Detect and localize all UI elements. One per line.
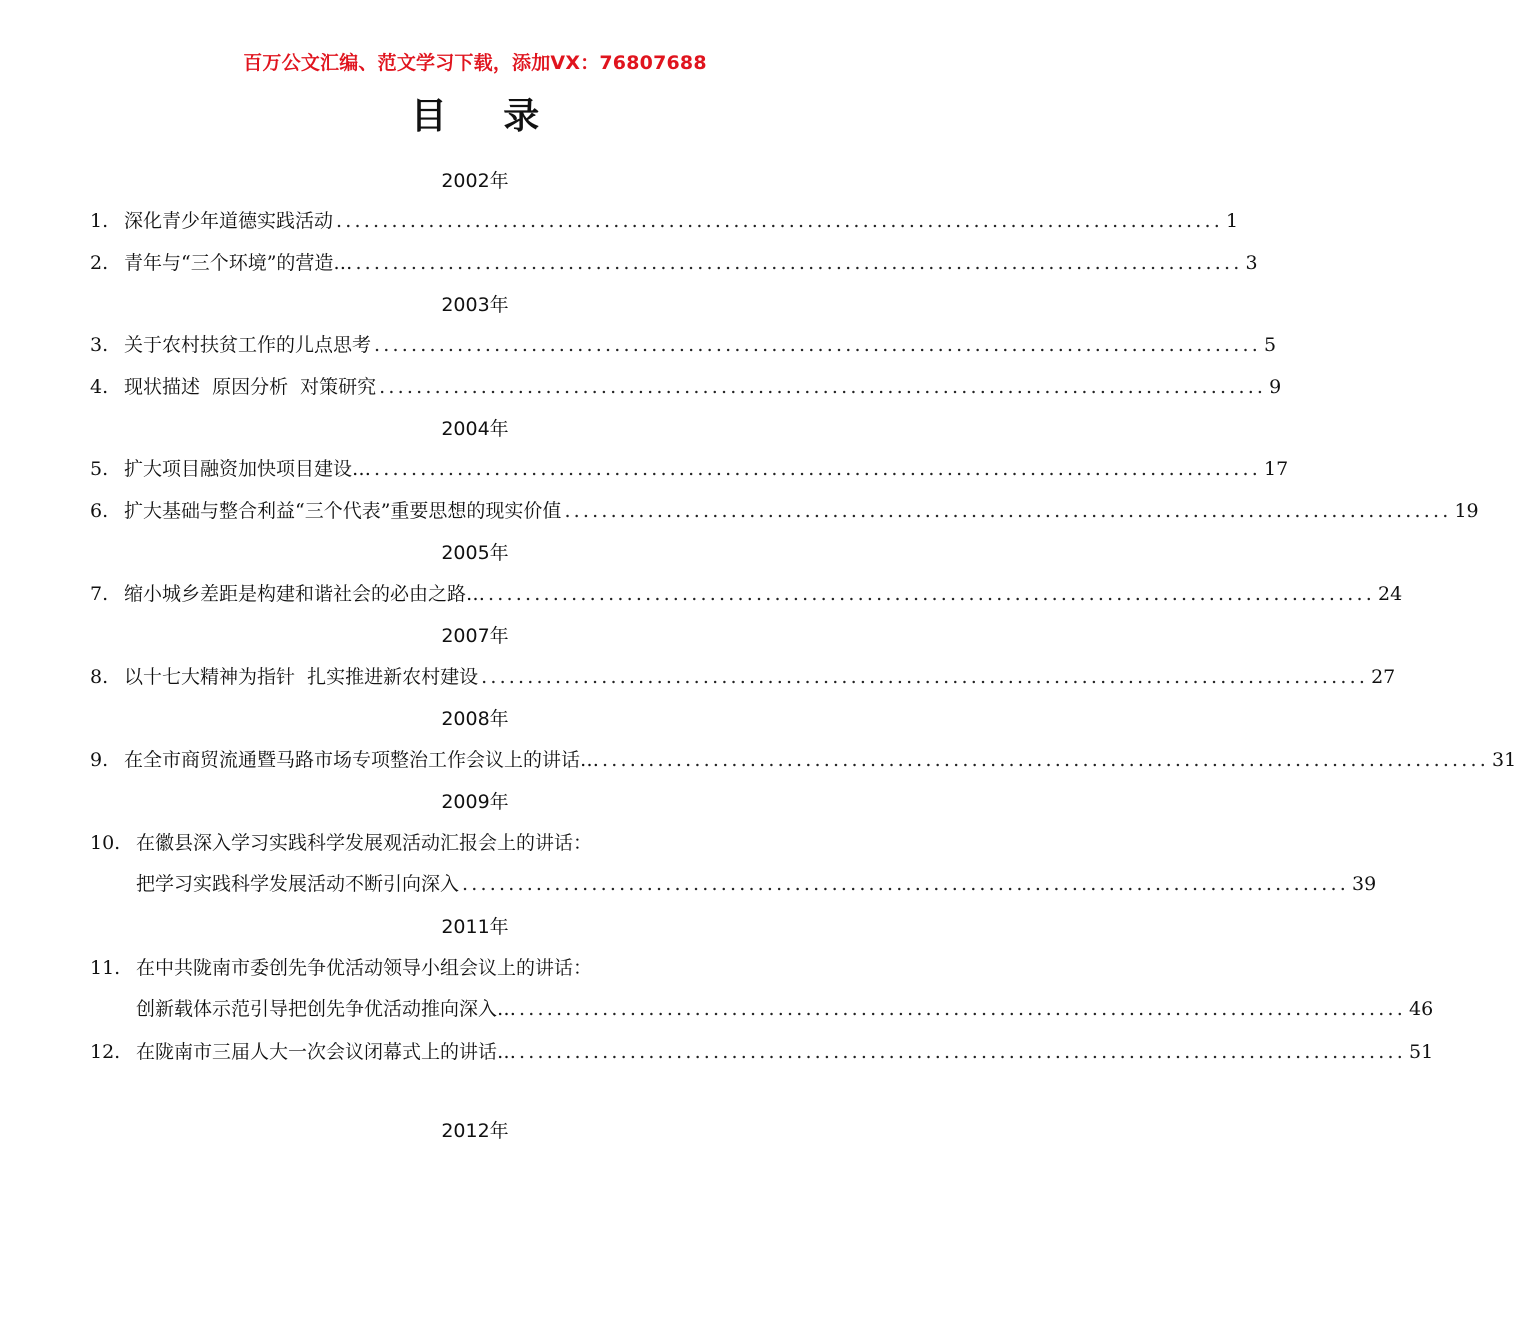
leader-dots: ................................................................................................ [519,1041,1407,1063]
watermark-banner: 百万公文汇编、范文学习下载，添加VX：76807688 [243,52,707,74]
year-heading: 2008年 [441,708,509,730]
toc-entry[interactable] [90,454,1289,480]
toc-number: 5. [90,458,109,480]
toc-entry[interactable] [90,248,1258,274]
toc-label: 在全市商贸流通暨马路市场专项整治工作会议上的讲话… [124,749,600,771]
toc-number: 3. [90,334,109,356]
toc-label: 在陇南市三届人大一次会议闭幕式上的讲话… [136,1041,517,1063]
toc-entry[interactable] [90,869,1377,895]
page-title: 目 录 [410,96,562,137]
toc-page: 3 [1245,252,1258,274]
toc-label: 在中共陇南市委创先争优活动领导小组会议上的讲话： [136,957,593,979]
toc-number: 9. [90,749,109,771]
leader-dots: ................................................................................................ [355,252,1243,274]
year-heading: 2005年 [441,542,509,564]
toc-number: 10. [90,832,121,854]
leader-dots: ................................................................................................ [519,998,1407,1020]
leader-dots: ................................................................................................ [564,500,1452,522]
toc-entry[interactable] [90,330,1277,356]
toc-entry[interactable] [90,206,1239,232]
toc-page: 24 [1378,583,1403,605]
toc-label: 现状描述 原因分析 对策研究 [124,376,377,398]
year-heading: 2012年 [441,1120,509,1142]
toc-page: 31 [1492,749,1516,771]
toc-label: 扩大项目融资加快项目建设… [124,458,372,480]
toc-entry[interactable] [90,662,1396,688]
toc-number: 2. [90,252,109,274]
leader-dots: ................................................................................................ [336,210,1224,232]
toc-entry[interactable] [90,994,1434,1020]
toc-entry[interactable] [90,579,1403,605]
toc-page: 1 [1226,210,1239,232]
year-heading: 2007年 [441,625,509,647]
leader-dots: ................................................................................................ [374,458,1262,480]
toc-page: 51 [1409,1041,1434,1063]
leader-dots: ................................................................................................ [481,666,1369,688]
toc-entry[interactable] [90,745,1516,771]
year-heading: 2009年 [441,791,509,813]
toc-label: 在徽县深入学习实践科学发展观活动汇报会上的讲话： [136,832,593,854]
leader-dots: ................................................................................................ [462,873,1350,895]
toc-number: 11. [90,957,121,979]
toc-entry[interactable] [90,372,1282,398]
toc-label-continued: 把学习实践科学发展活动不断引向深入 [136,873,460,895]
toc-label: 青年与“三个环境”的营造… [124,252,353,274]
year-heading: 2004年 [441,418,509,440]
toc-entry-first-line[interactable] [90,953,860,979]
toc-number: 8. [90,666,109,688]
toc-number: 7. [90,583,109,605]
toc-number: 1. [90,210,109,232]
toc-page: 17 [1264,458,1289,480]
toc-entry[interactable] [90,496,1479,522]
year-heading: 2011年 [441,916,509,938]
toc-page: 46 [1409,998,1434,1020]
toc-entry[interactable] [90,1037,1434,1063]
toc-label: 深化青少年道德实践活动 [124,210,334,232]
year-heading: 2003年 [441,294,509,316]
toc-number: 4. [90,376,109,398]
toc-page: 27 [1371,666,1396,688]
toc-page: 9 [1269,376,1282,398]
leader-dots: ................................................................................................ [374,334,1262,356]
toc-entry-first-line[interactable] [90,828,860,854]
toc-label: 缩小城乡差距是构建和谐社会的必由之路… [124,583,486,605]
toc-number: 6. [90,500,109,522]
toc-label: 扩大基础与整合利益“三个代表”重要思想的现实价值 [124,500,562,522]
toc-label-continued: 创新载体示范引导把创先争优活动推向深入… [136,998,517,1020]
toc-label: 关于农村扶贫工作的儿点思考 [124,334,372,356]
toc-label: 以十七大精神为指针 扎实推进新农村建设 [124,666,479,688]
leader-dots: ................................................................................................ [488,583,1376,605]
toc-page: 5 [1264,334,1277,356]
leader-dots: ................................................................................................ [379,376,1267,398]
toc-number: 12. [90,1041,121,1063]
toc-page: 19 [1454,500,1479,522]
leader-dots: ................................................................................................ [602,749,1490,771]
year-heading: 2002年 [441,170,509,192]
toc-page: 39 [1352,873,1377,895]
